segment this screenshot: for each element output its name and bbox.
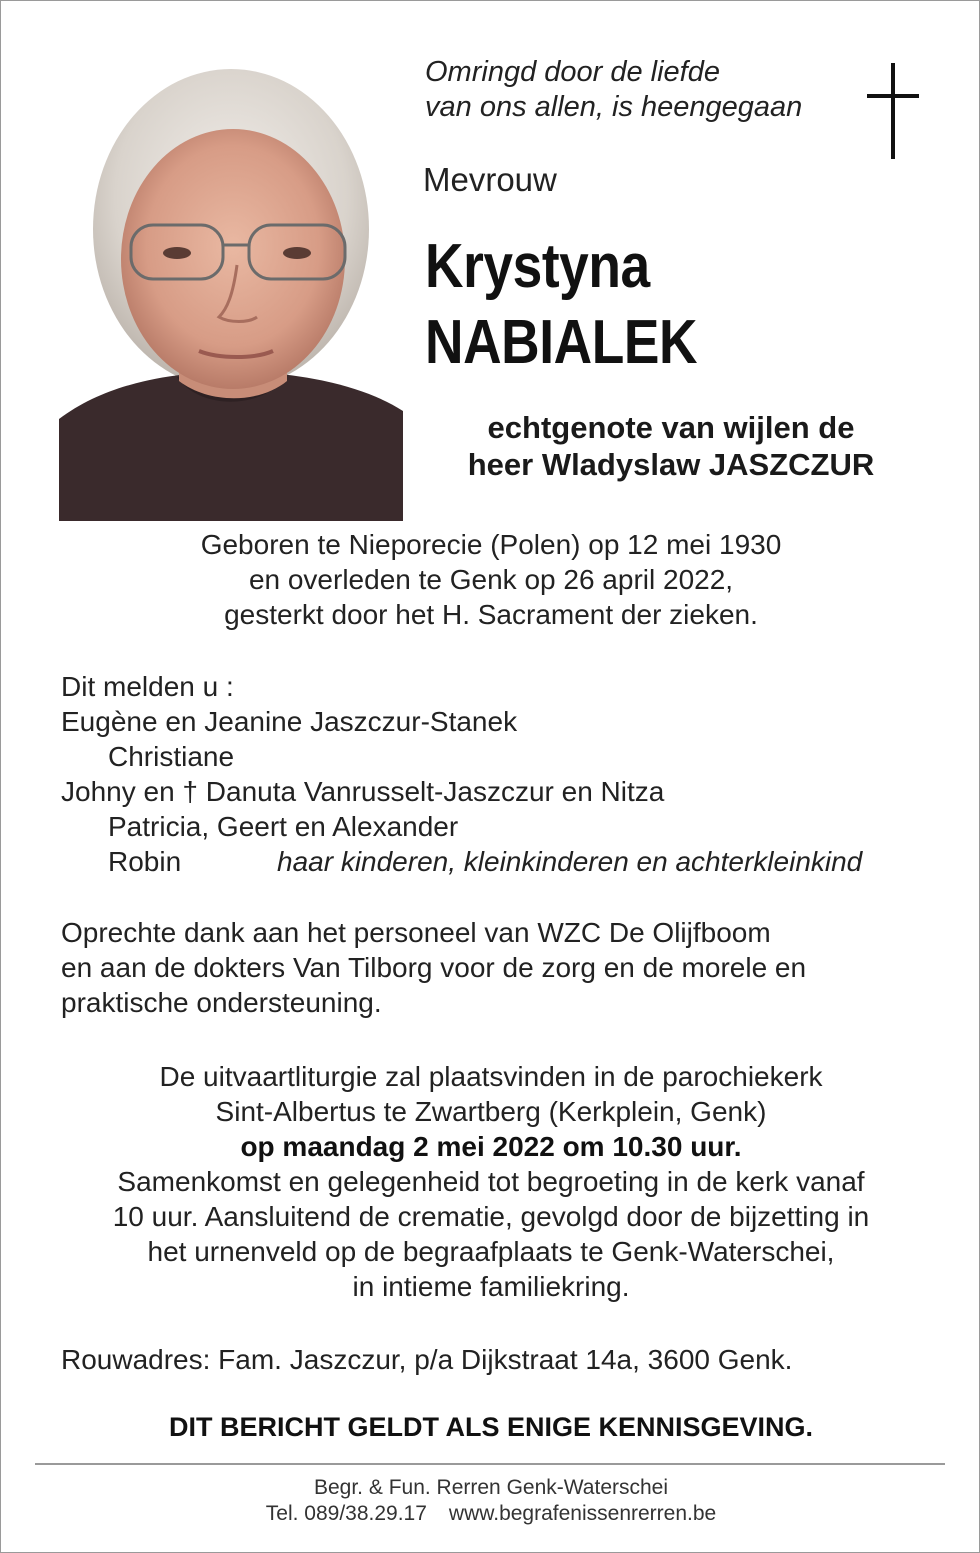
portrait-photo	[59, 59, 403, 521]
funeral-info	[41, 1059, 941, 1304]
intro-line-1: Omringd door de liefde	[425, 56, 720, 88]
list-item: Johny en † Danuta Vanrusselt-Jaszczur en Nitza	[61, 776, 665, 807]
intro-text	[425, 55, 845, 125]
thanks-line-2: en aan de dokters Van Tilborg voor de zorg en de morele en	[61, 952, 807, 983]
latin-cross-icon	[863, 63, 923, 159]
family-list	[61, 669, 941, 879]
funeral-line-2: Sint-Albertus te Zwartberg (Kerkplein, Genk)	[215, 1096, 767, 1127]
spouse-line-2: heer Wladyslaw JASZCZUR	[467, 447, 875, 482]
sacrament-line: gesterkt door het H. Sacrament der zieken.	[224, 599, 758, 630]
family-intro: Dit melden u :	[61, 671, 234, 702]
thanks-line-3: praktische ondersteuning.	[61, 987, 382, 1018]
footer-divider	[35, 1463, 945, 1465]
spouse-text	[411, 409, 931, 483]
last-name: NABIALEK	[425, 308, 698, 377]
funeral-date: op maandag 2 mei 2022 om 10.30 uur.	[240, 1131, 742, 1162]
list-item: Patricia, Geert en Alexander	[108, 811, 459, 842]
thanks-text	[61, 915, 941, 1020]
funeral-line-1: De uitvaartliturgie zal plaatsvinden in de parochiekerk	[159, 1061, 823, 1092]
funeral-home-name: Begr. & Fun. Rerren Genk-Waterschei	[313, 1476, 669, 1499]
funeral-home-contact	[41, 1501, 941, 1527]
list-item: Christiane	[108, 741, 235, 772]
list-item-name: Robin	[108, 846, 182, 877]
family-relation: haar kinderen, kleinkinderen en achterkleinkind	[277, 846, 863, 877]
mourning-address	[61, 1342, 941, 1377]
list-item	[61, 844, 941, 879]
funeral-home-footer	[41, 1475, 941, 1527]
funeral-line-3: Samenkomst en gelegenheid tot begroeting in de kerk vanaf	[117, 1166, 865, 1197]
death-line: en overleden te Genk op 26 april 2022,	[248, 564, 734, 595]
spouse-line-1: echtgenote van wijlen de	[487, 410, 855, 445]
thanks-line-1: Oprechte dank aan het personeel van WZC De Olijfboom	[61, 917, 771, 948]
address-line: Rouwadres: Fam. Jaszczur, p/a Dijkstraat 14a, 3600 Genk.	[61, 1344, 793, 1375]
phone-number: Tel. 089/38.29.17	[265, 1502, 427, 1525]
birth-line: Geboren te Nieporecie (Polen) op 12 mei 1930	[200, 529, 782, 560]
honorific: Mevrouw	[423, 161, 557, 198]
funeral-line-6: in intieme familiekring.	[352, 1271, 630, 1302]
notice-text: DIT BERICHT GELDT ALS ENIGE KENNISGEVING.	[168, 1412, 814, 1442]
deceased-name	[425, 229, 697, 381]
life-dates	[41, 527, 941, 632]
first-name: Krystyna	[425, 232, 650, 301]
list-item: Eugène en Jeanine Jaszczur-Stanek	[61, 706, 518, 737]
funeral-line-4: 10 uur. Aansluitend de crematie, gevolgd door de bijzetting in	[112, 1201, 870, 1232]
intro-line-2: van ons allen, is heengegaan	[425, 91, 803, 123]
website-link[interactable]: www.begrafenissenrerren.be	[448, 1502, 717, 1525]
funeral-line-5: het urnenveld op de begraafplaats te Genk-Waterschei,	[147, 1236, 835, 1267]
